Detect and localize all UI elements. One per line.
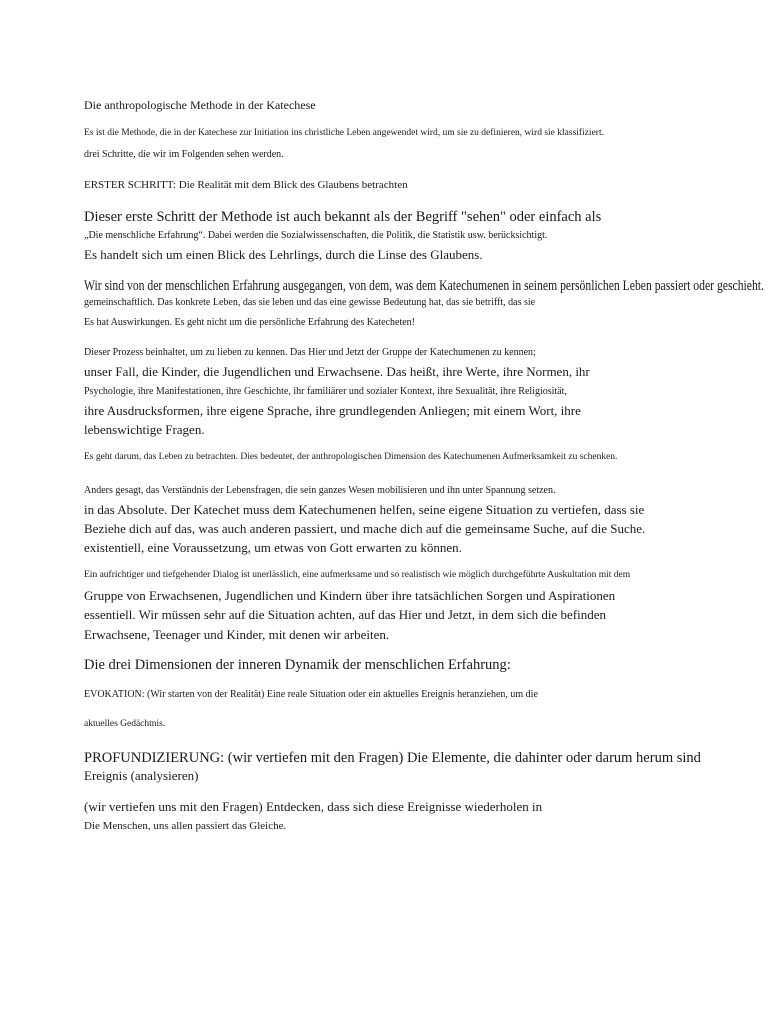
evokation-line-2: aktuelles Gedächtnis. (84, 719, 166, 729)
p5-line-4: existentiell, eine Voraussetzung, um etwas von Gott erwarten zu können. (84, 540, 462, 555)
intro-line-1: Es ist die Methode, die in der Katechese zur Initiation ins christliche Leben angewendet wird, um sie zu definieren, wird sie klassifiziert. (84, 128, 604, 138)
p5-line-2: in das Absolute. Der Katechet muss dem Katechumenen helfen, seine eigene Situation zu vertiefen, dass sie (84, 502, 645, 517)
p3-line-2: unser Fall, die Kinder, die Jugendlichen und Erwachsene. Das heißt, ihre Werte, ihre Normen, ihr (84, 364, 590, 379)
profundizierung-line-2: Ereignis (analysieren) (84, 768, 199, 783)
p2-line-3: Es hat Auswirkungen. Es geht nicht um die persönliche Erfahrung des Katecheten! (84, 317, 416, 328)
dimensions-heading: Die drei Dimensionen der inneren Dynamik der menschlichen Erfahrung: (84, 657, 511, 673)
p3-line-4: ihre Ausdrucksformen, ihre eigene Sprache, ihre grundlegenden Anliegen; mit einem Wort, ihre (84, 403, 581, 418)
p7-line-1: (wir vertiefen uns mit den Fragen) Entdecken, dass sich diese Ereignisse wiederholen in (84, 799, 543, 814)
p3-line-5: lebenswichtige Fragen. (84, 422, 205, 437)
p6-line-1: Ein aufrichtiger und tiefgehender Dialog ist unerlässlich, eine aufmerksame und so realistisch wie möglich durchgeführte Auskultation mit dem (84, 570, 631, 580)
p1-line-2: „Die menschliche Erfahrung“. Dabei werden die Sozialwissenschaften, die Politik, die Statistik usw. berücksichtigt. (84, 230, 548, 241)
p6-line-3: essentiell. Wir müssen sehr auf die Situation achten, auf das Hier und Jetzt, in dem sich die befinden (84, 607, 606, 622)
p6-line-2: Gruppe von Erwachsenen, Jugendlichen und Kindern über ihre tatsächlichen Sorgen und Aspirationen (84, 588, 616, 603)
intro-line-2: drei Schritte, die wir im Folgenden sehen werden. (84, 149, 284, 160)
document-title: Die anthropologische Methode in der Katechese (84, 98, 316, 112)
p3-line-1: Dieser Prozess beinhaltet, um zu lieben zu kennen. Das Hier und Jetzt der Gruppe der Katechumenen zu kennen; (84, 347, 536, 358)
p6-line-4: Erwachsene, Teenager und Kinder, mit denen wir arbeiten. (84, 627, 390, 642)
p5-line-3: Beziehe dich auf das, was auch anderen passiert, und mache dich auf die gemeinsame Suche, auf die Suche. (84, 521, 646, 536)
step1-heading: ERSTER SCHRITT: Die Realität mit dem Blick des Glaubens betrachten (84, 179, 408, 191)
p2-line-2: gemeinschaftlich. Das konkrete Leben, das sie leben und das eine gewisse Bedeutung hat, das sie betrifft, das sie (84, 297, 536, 308)
p7-line-2: Die Menschen, uns allen passiert das Gleiche. (84, 820, 287, 832)
evokation-line-1: EVOKATION: (Wir starten von der Realität) Eine reale Situation oder ein aktuelles Ereignis heranziehen, um die (84, 689, 538, 700)
p3-line-3: Psychologie, ihre Manifestationen, ihre Geschichte, ihr familiärer und sozialer Kontext, ihre Sexualität, ihre Religiosität, (84, 386, 567, 397)
p5-line-1: Anders gesagt, das Verständnis der Lebensfragen, die sein ganzes Wesen mobilisieren und ihn unter Spannung setzen. (84, 485, 556, 496)
p4-line-1: Es geht darum, das Leben zu betrachten. Dies bedeutet, der anthropologischen Dimension des Katechumenen Aufmerksamkeit zu schenken. (84, 452, 618, 462)
profundizierung-line-1: PROFUNDIZIERUNG: (wir vertiefen mit den Fragen) Die Elemente, die dahinter oder darum herum sind (84, 750, 701, 766)
p1-line-3: Es handelt sich um einen Blick des Lehrlings, durch die Linse des Glaubens. (84, 247, 483, 262)
p1-line-1: Dieser erste Schritt der Methode ist auch bekannt als der Begriff "sehen" oder einfach als (84, 209, 602, 225)
p2-line-1: Wir sind von der menschlichen Erfahrung ausgegangen, von dem, was dem Katechumenen in seinem persönlichen Leben passiert oder geschieht. (84, 278, 764, 294)
